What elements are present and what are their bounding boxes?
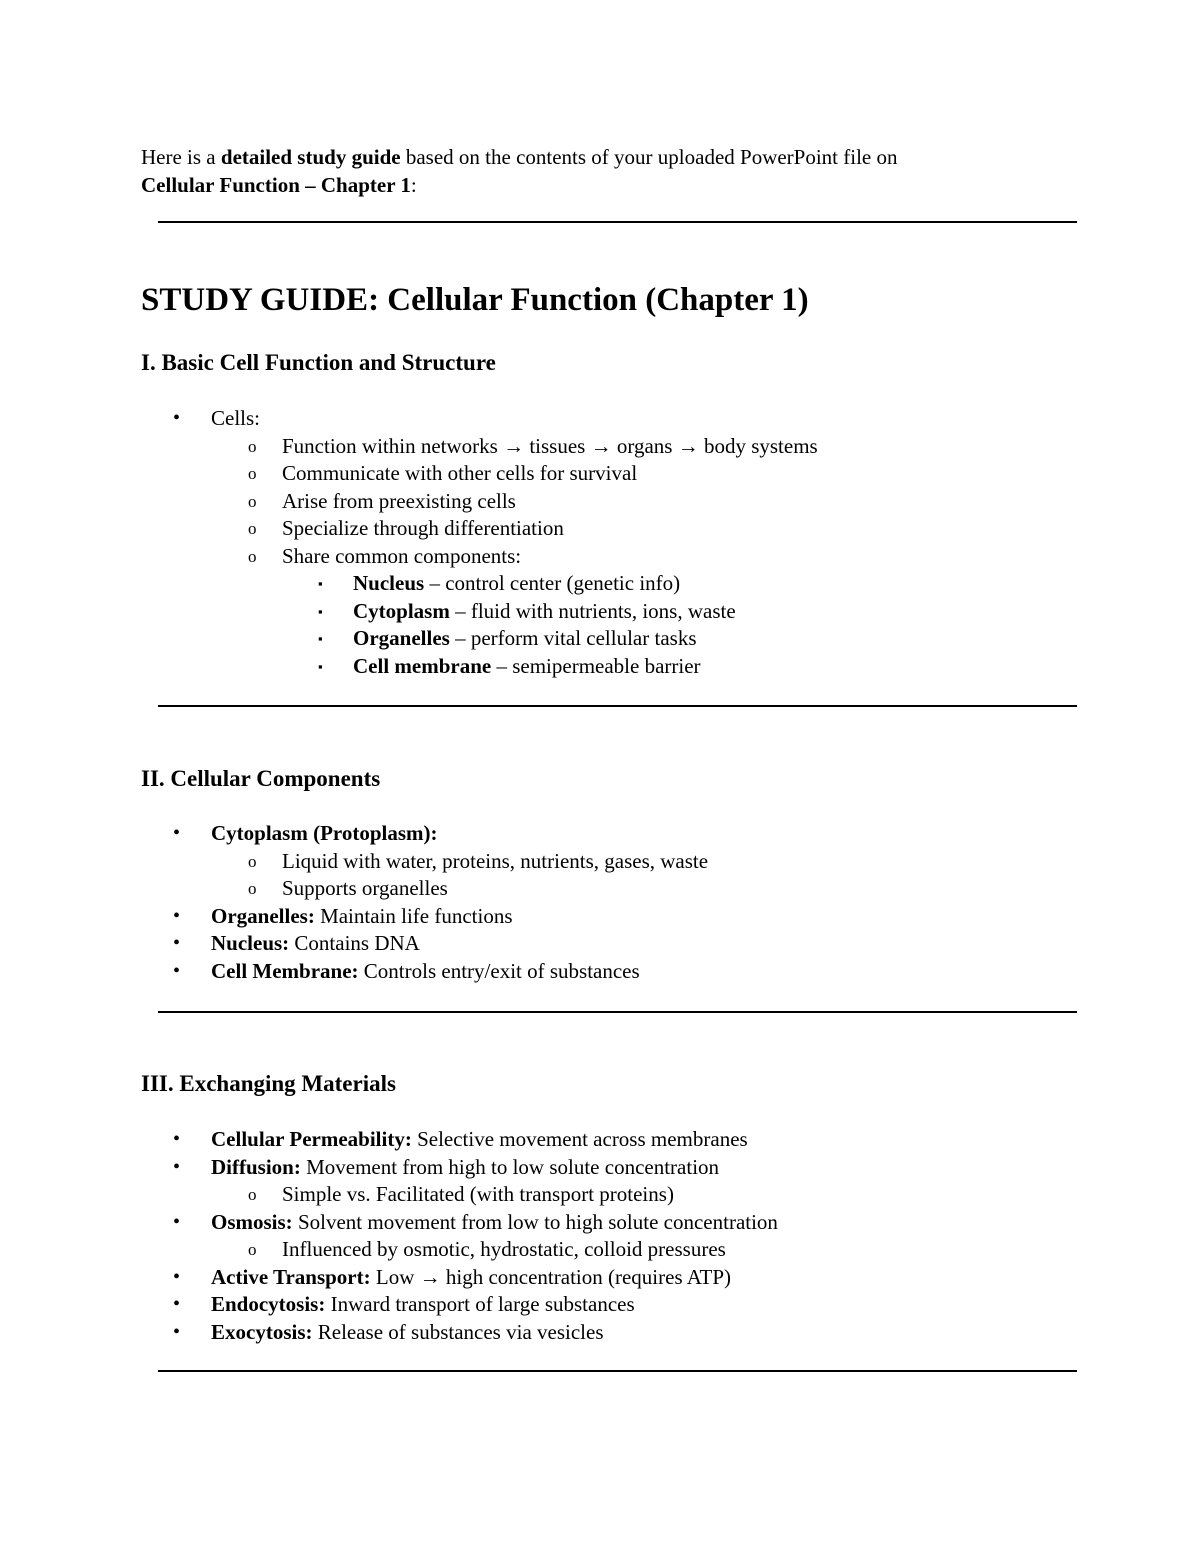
circle-bullet-marker: o <box>248 1185 257 1204</box>
bullet-marker: • <box>173 959 181 982</box>
description: Controls entry/exit of substances <box>358 958 640 983</box>
horizontal-rule <box>158 1370 1077 1372</box>
list-item <box>0 1209 778 1237</box>
list-item <box>0 1126 778 1154</box>
list-item <box>0 1291 778 1319</box>
intro-text-2: based on the contents of your uploaded PowerPoint file on <box>400 145 898 169</box>
list-item-text: Supports organelles <box>282 876 448 900</box>
bullet-marker: • <box>173 1320 181 1343</box>
list-item <box>0 875 708 903</box>
description: – semipermeable barrier <box>491 653 701 678</box>
list-item <box>0 1236 778 1264</box>
list-item <box>0 543 818 571</box>
list-item <box>0 930 708 958</box>
description: Contains DNA <box>289 931 420 955</box>
list-item <box>0 1181 778 1209</box>
square-bullet-marker: ▪ <box>318 576 323 591</box>
circle-bullet-marker: o <box>248 879 257 898</box>
description: Selective movement across membranes <box>411 1127 748 1151</box>
list-item-text: Liquid with water, proteins, nutrients, gases, waste <box>282 848 709 873</box>
section-2-list <box>0 820 708 985</box>
square-bullet-marker: ▪ <box>318 658 323 674</box>
term: Organelles <box>353 626 450 650</box>
square-bullet-marker: ▪ <box>318 631 323 646</box>
term: Cell Membrane: <box>211 958 359 983</box>
section-heading-cellular-components: II. Cellular Components <box>141 766 381 791</box>
term: Osmosis: <box>211 1209 293 1234</box>
list-item-text: Function within networks → tissues → organs → body systems <box>282 433 818 458</box>
term: Organelles: <box>211 903 315 928</box>
intro-bold-2: Cellular Function – Chapter 1 <box>141 173 411 197</box>
bullet-marker: • <box>173 1293 181 1315</box>
description: – fluid with nutrients, ions, waste <box>449 598 736 623</box>
list-item-text: Cells: <box>211 406 261 430</box>
section-1-list <box>0 405 818 680</box>
section-heading-basic-cell-function: I. Basic Cell Function and Structure <box>141 350 496 375</box>
list-item <box>0 433 818 461</box>
list-item <box>0 958 708 986</box>
list-item <box>0 460 818 488</box>
list-item-text: Simple vs. Facilitated (with transport proteins) <box>282 1182 674 1206</box>
circle-bullet-marker: o <box>248 491 257 511</box>
intro-bold-1: detailed study guide <box>220 145 401 169</box>
term: Cellular Permeability: <box>211 1127 412 1151</box>
list-item <box>0 598 818 626</box>
term: Active Transport: <box>211 1264 371 1289</box>
list-item <box>0 1154 778 1182</box>
list-item-text: Arise from preexisting cells <box>282 488 516 513</box>
page-title: STUDY GUIDE: Cellular Function (Chapter 1) <box>141 282 809 318</box>
list-item <box>0 515 818 543</box>
bullet-marker: • <box>173 904 181 927</box>
square-bullet-marker: ▪ <box>318 603 323 619</box>
intro-text-1: Here is a <box>141 145 221 169</box>
term: Nucleus: <box>211 931 290 955</box>
bullet-marker: • <box>173 932 181 954</box>
description: Low → high concentration (requires ATP) <box>370 1264 732 1289</box>
description: Solvent movement from low to high solute concentration <box>292 1209 778 1234</box>
list-item-text: Influenced by osmotic, hydrostatic, colloid pressures <box>282 1237 726 1261</box>
description: – control center (genetic info) <box>424 571 681 595</box>
description: – perform vital cellular tasks <box>449 626 697 650</box>
bullet-marker: • <box>173 1155 181 1178</box>
term: Diffusion: <box>211 1154 301 1179</box>
horizontal-rule <box>158 221 1077 223</box>
list-item-text: Communicate with other cells for survival <box>282 461 638 485</box>
list-item-text: Specialize through differentiation <box>282 516 564 540</box>
list-item <box>0 653 818 681</box>
list-item <box>0 405 818 433</box>
section-heading-exchanging-materials: III. Exchanging Materials <box>141 1071 396 1096</box>
list-item <box>0 488 818 516</box>
bullet-marker: • <box>173 1210 181 1233</box>
term: Cytoplasm (Protoplasm): <box>211 821 438 845</box>
description: Release of substances via vesicles <box>312 1319 604 1344</box>
list-item <box>0 1319 778 1347</box>
bullet-marker: • <box>173 407 181 429</box>
bullet-marker: • <box>173 822 181 844</box>
intro-paragraph <box>141 143 1101 199</box>
intro-text-3: : <box>410 173 417 197</box>
description: Maintain life functions <box>314 903 513 928</box>
list-item <box>0 848 708 876</box>
description: Movement from high to low solute concentration <box>300 1154 720 1179</box>
circle-bullet-marker: o <box>248 1240 257 1259</box>
term: Nucleus <box>353 571 425 595</box>
bullet-marker: • <box>173 1128 181 1150</box>
horizontal-rule <box>158 705 1077 707</box>
term: Cell membrane <box>353 653 492 678</box>
description: Inward transport of large substances <box>325 1292 635 1316</box>
circle-bullet-marker: o <box>248 519 257 538</box>
term: Endocytosis: <box>211 1292 326 1316</box>
circle-bullet-marker: o <box>248 546 257 566</box>
list-item <box>0 570 818 598</box>
list-item <box>0 820 708 848</box>
term: Exocytosis: <box>211 1319 313 1344</box>
section-3-list <box>0 1126 778 1346</box>
circle-bullet-marker: o <box>248 464 257 483</box>
list-item-text: Share common components: <box>282 543 522 568</box>
horizontal-rule <box>158 1011 1077 1013</box>
circle-bullet-marker: o <box>248 851 257 871</box>
circle-bullet-marker: o <box>248 436 257 456</box>
list-item <box>0 625 818 653</box>
bullet-marker: • <box>173 1265 181 1288</box>
list-item <box>0 1264 778 1292</box>
term: Cytoplasm <box>353 598 450 623</box>
list-item <box>0 903 708 931</box>
